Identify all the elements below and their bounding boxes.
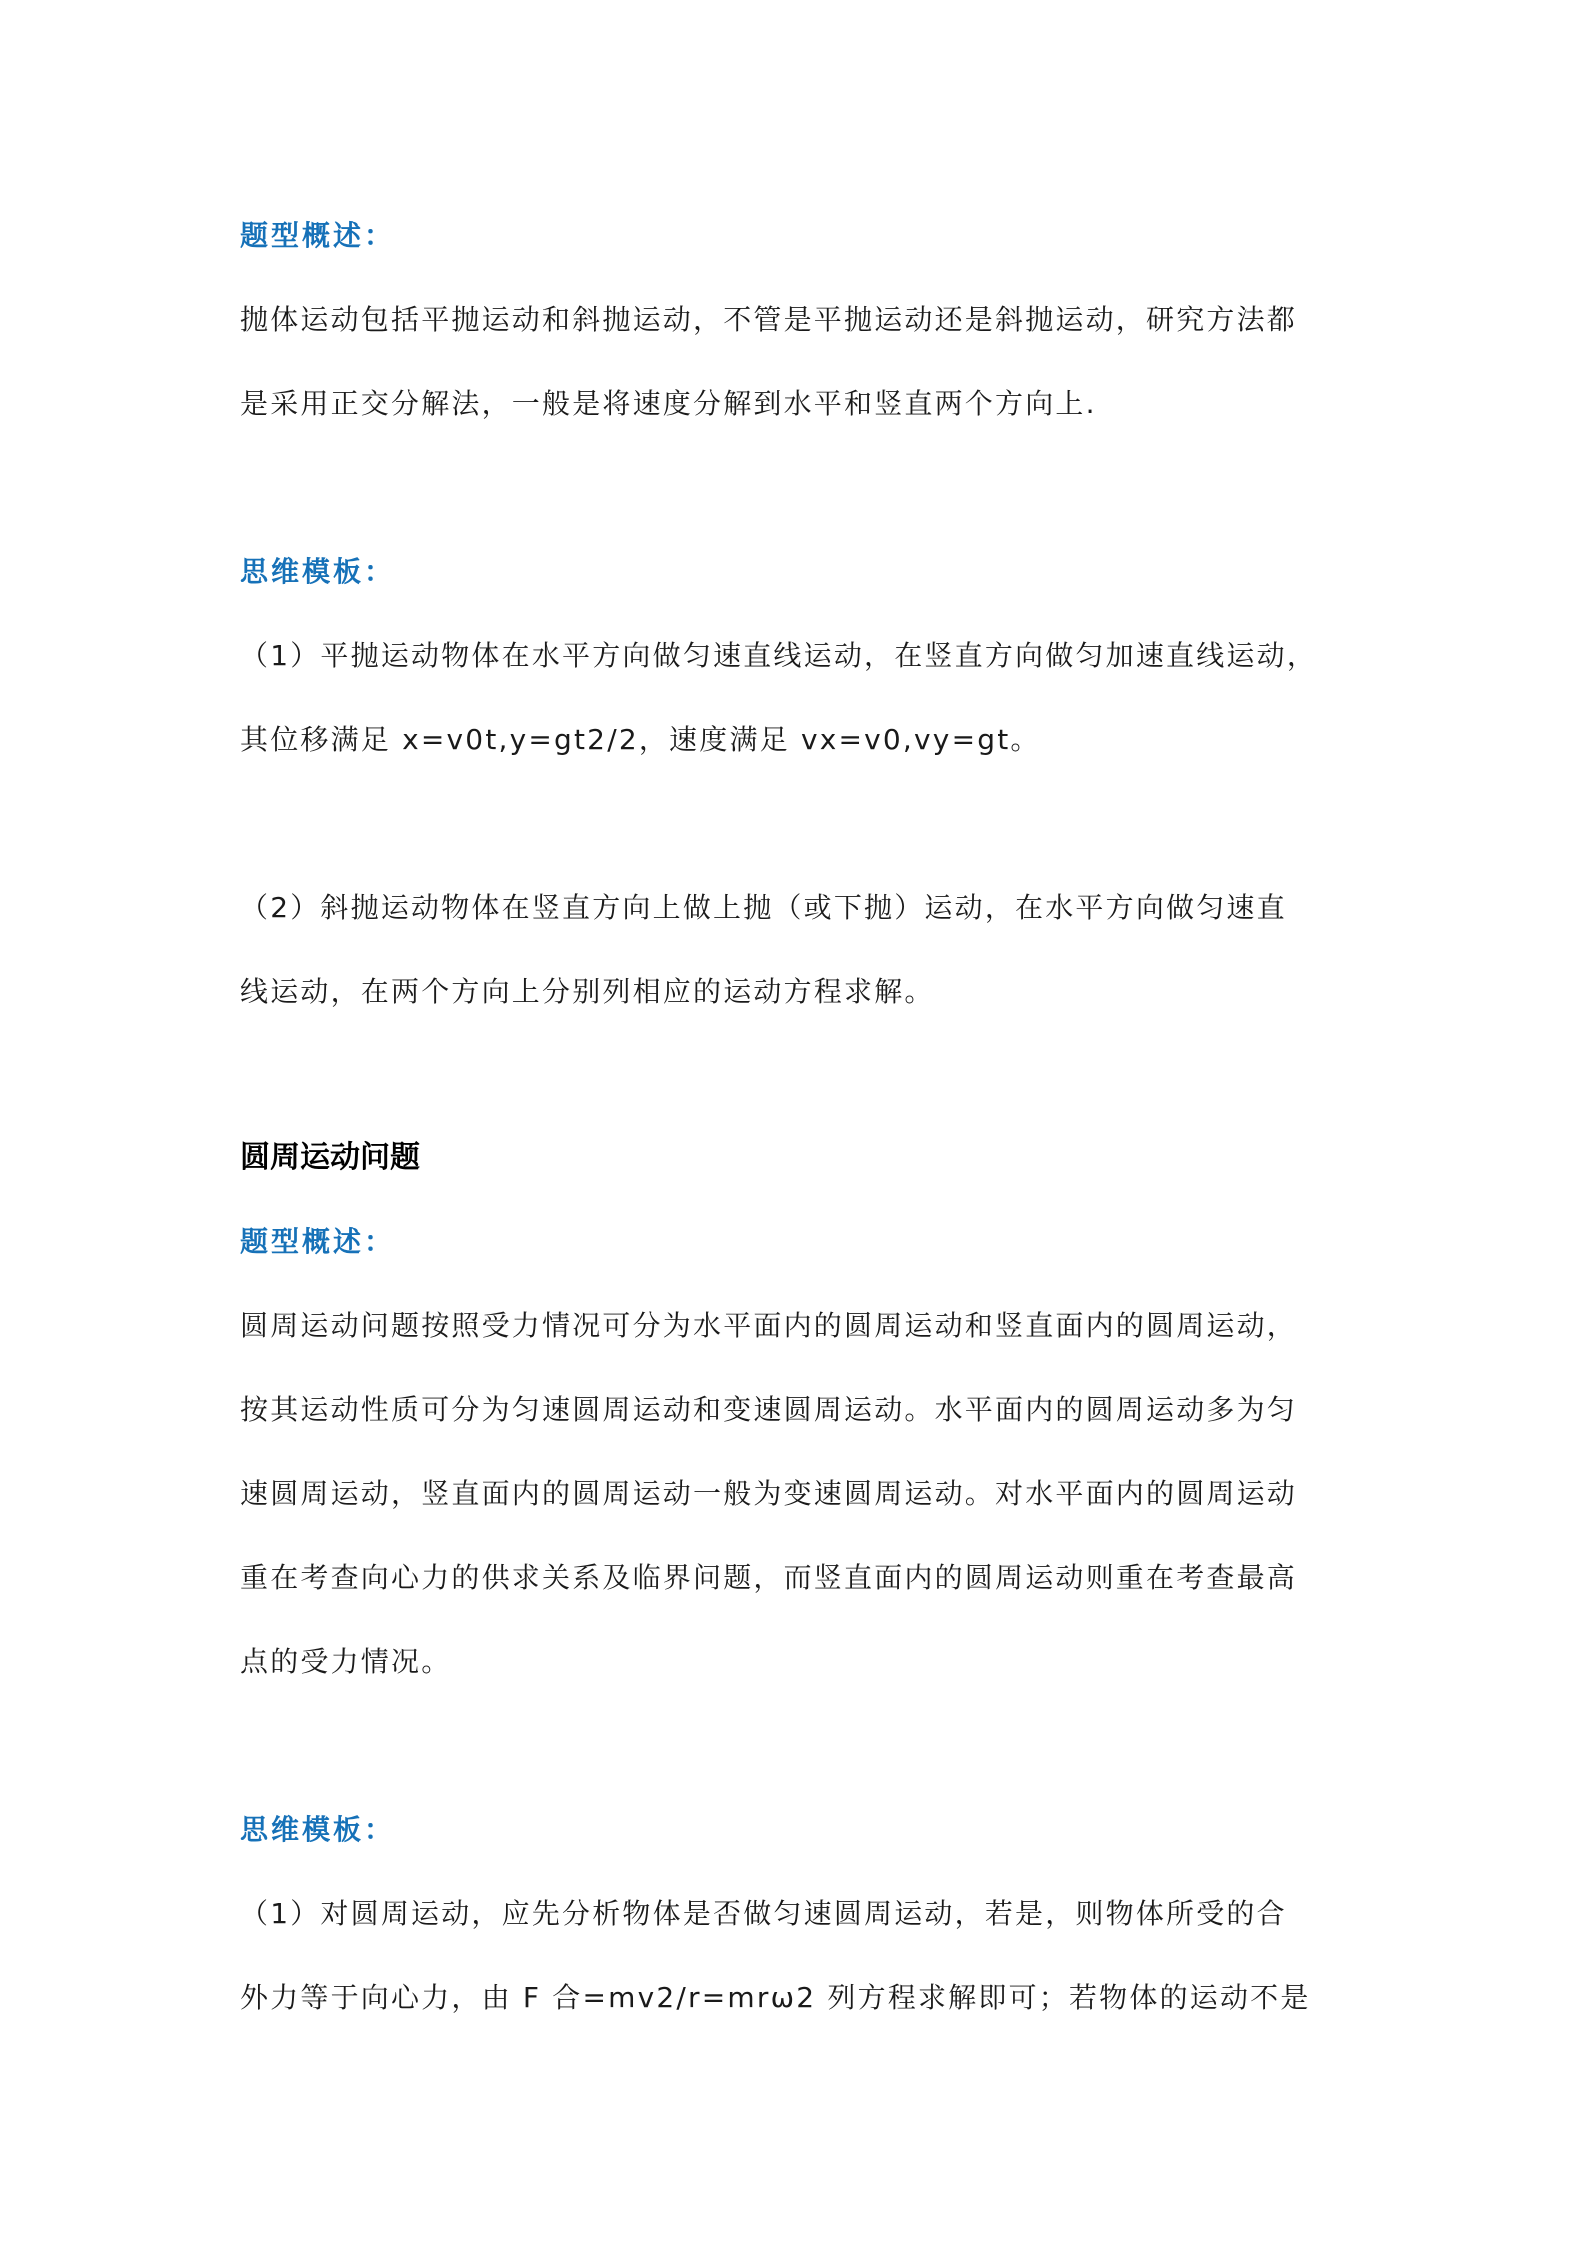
template-item-line: （1）平抛运动物体在水平方向做匀速直线运动，在竖直方向做匀加速直线运动， xyxy=(240,639,1318,672)
template-item-line: （1）对圆周运动，应先分析物体是否做匀速圆周运动，若是，则物体所受的合 xyxy=(240,1897,1287,1930)
template-item-line: 其位移满足 x=v0t,y=gt2/2，速度满足 vx=v0,vy=gt。 xyxy=(240,723,1041,756)
section-heading: 圆周运动问题 xyxy=(240,1140,420,1175)
template-label: 思维模板： xyxy=(240,1813,396,1846)
overview-text-line: 重在考查向心力的供求关系及临界问题，而竖直面内的圆周运动则重在考查最高 xyxy=(240,1561,1298,1594)
overview-label: 题型概述： xyxy=(240,1225,396,1258)
overview-text-line: 按其运动性质可分为匀速圆周运动和变速圆周运动。水平面内的圆周运动多为匀 xyxy=(240,1393,1298,1426)
template-item-line: 线运动，在两个方向上分别列相应的运动方程求解。 xyxy=(240,975,935,1008)
overview-text-line: 是采用正交分解法，一般是将速度分解到水平和竖直两个方向上. xyxy=(240,387,1097,420)
overview-text-line: 速圆周运动，竖直面内的圆周运动一般为变速圆周运动。对水平面内的圆周运动 xyxy=(240,1477,1298,1510)
overview-label: 题型概述： xyxy=(240,219,396,252)
template-item-line: （2）斜抛运动物体在竖直方向上做上抛（或下抛）运动，在水平方向做匀速直 xyxy=(240,891,1287,924)
template-label: 思维模板： xyxy=(240,555,396,588)
overview-text-line: 抛体运动包括平抛运动和斜抛运动，不管是平抛运动还是斜抛运动，研究方法都 xyxy=(240,303,1298,336)
overview-text-line: 点的受力情况。 xyxy=(240,1645,452,1678)
template-item-line: 外力等于向心力，由 F 合=mv2/r=mrω2 列方程求解即可；若物体的运动不是 xyxy=(240,1981,1311,2014)
overview-text-line: 圆周运动问题按照受力情况可分为水平面内的圆周运动和竖直面内的圆周运动， xyxy=(240,1309,1298,1342)
